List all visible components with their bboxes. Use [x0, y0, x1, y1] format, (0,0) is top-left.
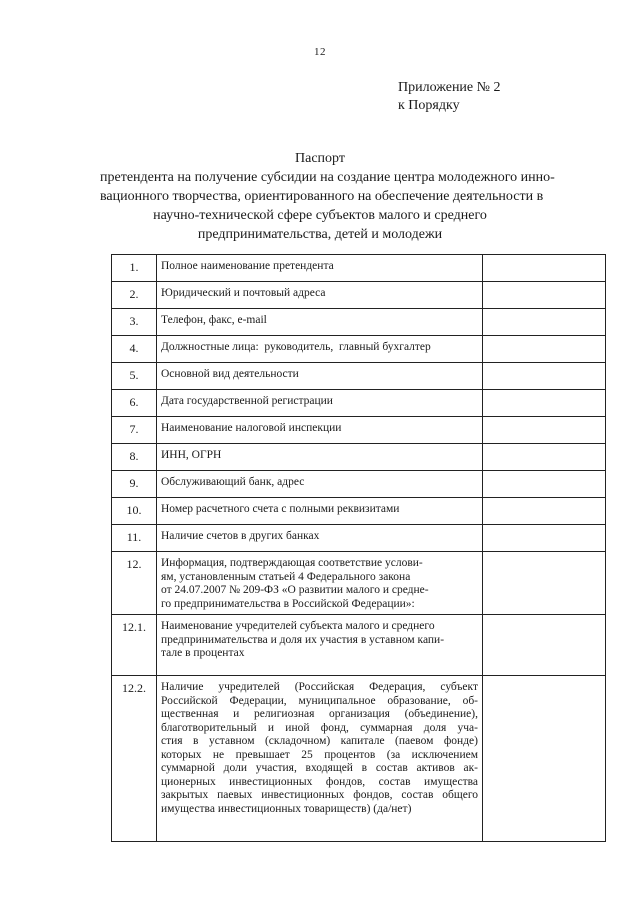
row-value-cell[interactable]	[483, 336, 606, 363]
passport-table-body	[112, 255, 606, 842]
row-number-cell	[112, 336, 157, 363]
row-number: 11.	[126, 530, 142, 544]
row-label-line: щественная и религиозная организация (объединение),	[161, 708, 478, 720]
row-number-cell	[112, 390, 157, 417]
row-label	[157, 615, 482, 664]
row-label	[157, 390, 482, 412]
row-label	[157, 471, 482, 493]
row-number-cell	[112, 363, 157, 390]
row-label	[157, 417, 482, 439]
row-label-line: Полное наименование претендента	[161, 260, 334, 272]
title-line: научно-технической сфере субъектов малого и среднего	[153, 208, 487, 223]
row-number-cell	[112, 417, 157, 444]
row-number: 4.	[129, 341, 139, 355]
row-number-cell	[112, 282, 157, 309]
row-label-cell	[157, 525, 483, 552]
row-label-line: Дата государственной регистрации	[161, 395, 333, 407]
row-value-cell[interactable]	[483, 309, 606, 336]
title-heading: Паспорт	[295, 151, 345, 166]
row-number-cell	[112, 676, 157, 842]
table-row	[112, 282, 606, 309]
row-label	[157, 282, 482, 304]
appendix-caption	[398, 79, 501, 115]
table-row	[112, 390, 606, 417]
table-row	[112, 255, 606, 282]
row-number: 6.	[129, 395, 139, 409]
row-label-cell	[157, 615, 483, 676]
title-line: вационного творчества, ориентированного на обеспечение деятельности в	[100, 189, 544, 204]
row-label-line: суммарной доли участия, входящей в состав активов ак-	[161, 762, 478, 774]
table-row	[112, 417, 606, 444]
row-label-cell	[157, 363, 483, 390]
row-label-line: Наличие учредителей (Российская Федерация, субъект	[161, 681, 478, 693]
row-label	[157, 552, 482, 614]
table-row	[112, 615, 606, 676]
row-label	[157, 525, 482, 547]
row-label-line: Наименование учредителей субъекта малого и среднего	[161, 620, 435, 632]
row-label	[157, 444, 482, 466]
row-label-line: Обслуживающий банк, адрес	[161, 476, 305, 488]
row-value-cell[interactable]	[483, 255, 606, 282]
row-value-cell[interactable]	[483, 390, 606, 417]
row-label-line: тале в процентах	[161, 647, 245, 659]
title-line: претендента на получение субсидии на создание центра молодежного инно-	[100, 170, 555, 185]
row-number: 12.	[126, 557, 142, 571]
row-label-line: благотворительный и иной фонд, суммарная доля уча-	[161, 721, 478, 734]
table-row	[112, 498, 606, 525]
row-value-cell[interactable]	[483, 615, 606, 676]
row-label-line: Юридический и почтовый адреса	[161, 287, 326, 299]
row-label-cell	[157, 676, 483, 842]
passport-table	[111, 254, 606, 842]
row-label-line: закрытых паевых инвестиционных фондов, состав общего	[161, 789, 478, 801]
row-label-cell	[157, 471, 483, 498]
table-row	[112, 552, 606, 615]
row-label-line: Должностные лица: руководитель, главный бухгалтер	[161, 341, 431, 353]
row-number-cell	[112, 444, 157, 471]
row-value-cell[interactable]	[483, 498, 606, 525]
row-number-cell	[112, 309, 157, 336]
row-label-line: го предпринимательства в Российской Федерации»:	[161, 597, 415, 610]
row-label-line: от 24.07.2007 № 209-ФЗ «О развитии малого и средне-	[161, 584, 429, 596]
row-number-cell	[112, 255, 157, 282]
row-label-cell	[157, 390, 483, 417]
row-value-cell[interactable]	[483, 282, 606, 309]
row-label-line: Российской Федерации, муниципальное образование, об-	[161, 694, 478, 707]
row-number: 5.	[129, 368, 139, 382]
row-label	[157, 676, 482, 819]
row-label	[157, 309, 482, 331]
row-label	[157, 255, 482, 277]
row-label-line: Наличие счетов в других банках	[161, 530, 320, 542]
row-number-cell	[112, 471, 157, 498]
row-value-cell[interactable]	[483, 444, 606, 471]
row-number-cell	[112, 525, 157, 552]
table-row	[112, 444, 606, 471]
row-label	[157, 336, 482, 358]
appendix-line: к Порядку	[398, 98, 460, 113]
row-label-cell	[157, 498, 483, 525]
row-label-line: которых не превышает 25 процентов (за исключением	[161, 748, 478, 761]
row-label-line: ям, установленным статьей 4 Федерального закона	[161, 570, 411, 583]
row-number-cell	[112, 615, 157, 676]
row-label-cell	[157, 552, 483, 615]
row-label-cell	[157, 336, 483, 363]
table-row	[112, 309, 606, 336]
row-number: 8.	[129, 449, 139, 463]
row-value-cell[interactable]	[483, 417, 606, 444]
page-number: 12	[314, 46, 326, 58]
row-label-line: ИНН, ОГРН	[161, 449, 222, 461]
row-value-cell[interactable]	[483, 676, 606, 842]
row-label-line: Наименование налоговой инспекции	[161, 422, 342, 434]
table-row	[112, 525, 606, 552]
row-label-line: Основной вид деятельности	[161, 368, 299, 380]
row-label-line: предпринимательства и доля их участия в уставном капи-	[161, 633, 445, 646]
appendix-line: Приложение № 2	[398, 80, 501, 95]
row-number-cell	[112, 552, 157, 615]
row-label-line: ционерных инвестиционных фондов, состав имущества	[161, 775, 478, 788]
row-label-line: имущества инвестиционных товариществ) (да/нет)	[161, 802, 412, 815]
row-number-cell	[112, 498, 157, 525]
row-label-cell	[157, 417, 483, 444]
row-value-cell[interactable]	[483, 471, 606, 498]
row-value-cell[interactable]	[483, 525, 606, 552]
table-row	[112, 363, 606, 390]
row-number: 3.	[129, 314, 139, 328]
row-label-line: стия в уставном (складочном) капитале (паевом фонде)	[161, 735, 478, 747]
row-number: 10.	[126, 503, 142, 517]
table-row	[112, 336, 606, 363]
table-row	[112, 471, 606, 498]
row-number: 7.	[129, 422, 139, 436]
row-label-cell	[157, 282, 483, 309]
row-value-cell[interactable]	[483, 552, 606, 615]
row-number: 2.	[129, 287, 139, 301]
row-label-cell	[157, 444, 483, 471]
document-title	[100, 149, 555, 244]
row-number: 12.1.	[122, 620, 146, 634]
row-label-line: Телефон, факс, e-mail	[161, 314, 267, 326]
row-label	[157, 363, 482, 385]
row-number: 1.	[129, 260, 139, 274]
row-label-cell	[157, 309, 483, 336]
row-label-line: Номер расчетного счета с полными реквизитами	[161, 503, 400, 515]
row-label-cell	[157, 255, 483, 282]
row-number: 9.	[129, 476, 139, 490]
title-line: предпринимательства, детей и молодежи	[197, 227, 443, 242]
row-label	[157, 498, 482, 520]
row-label-line: Информация, подтверждающая соответствие услови-	[161, 557, 423, 569]
table-row	[112, 676, 606, 842]
row-value-cell[interactable]	[483, 363, 606, 390]
row-number: 12.2.	[122, 681, 146, 695]
